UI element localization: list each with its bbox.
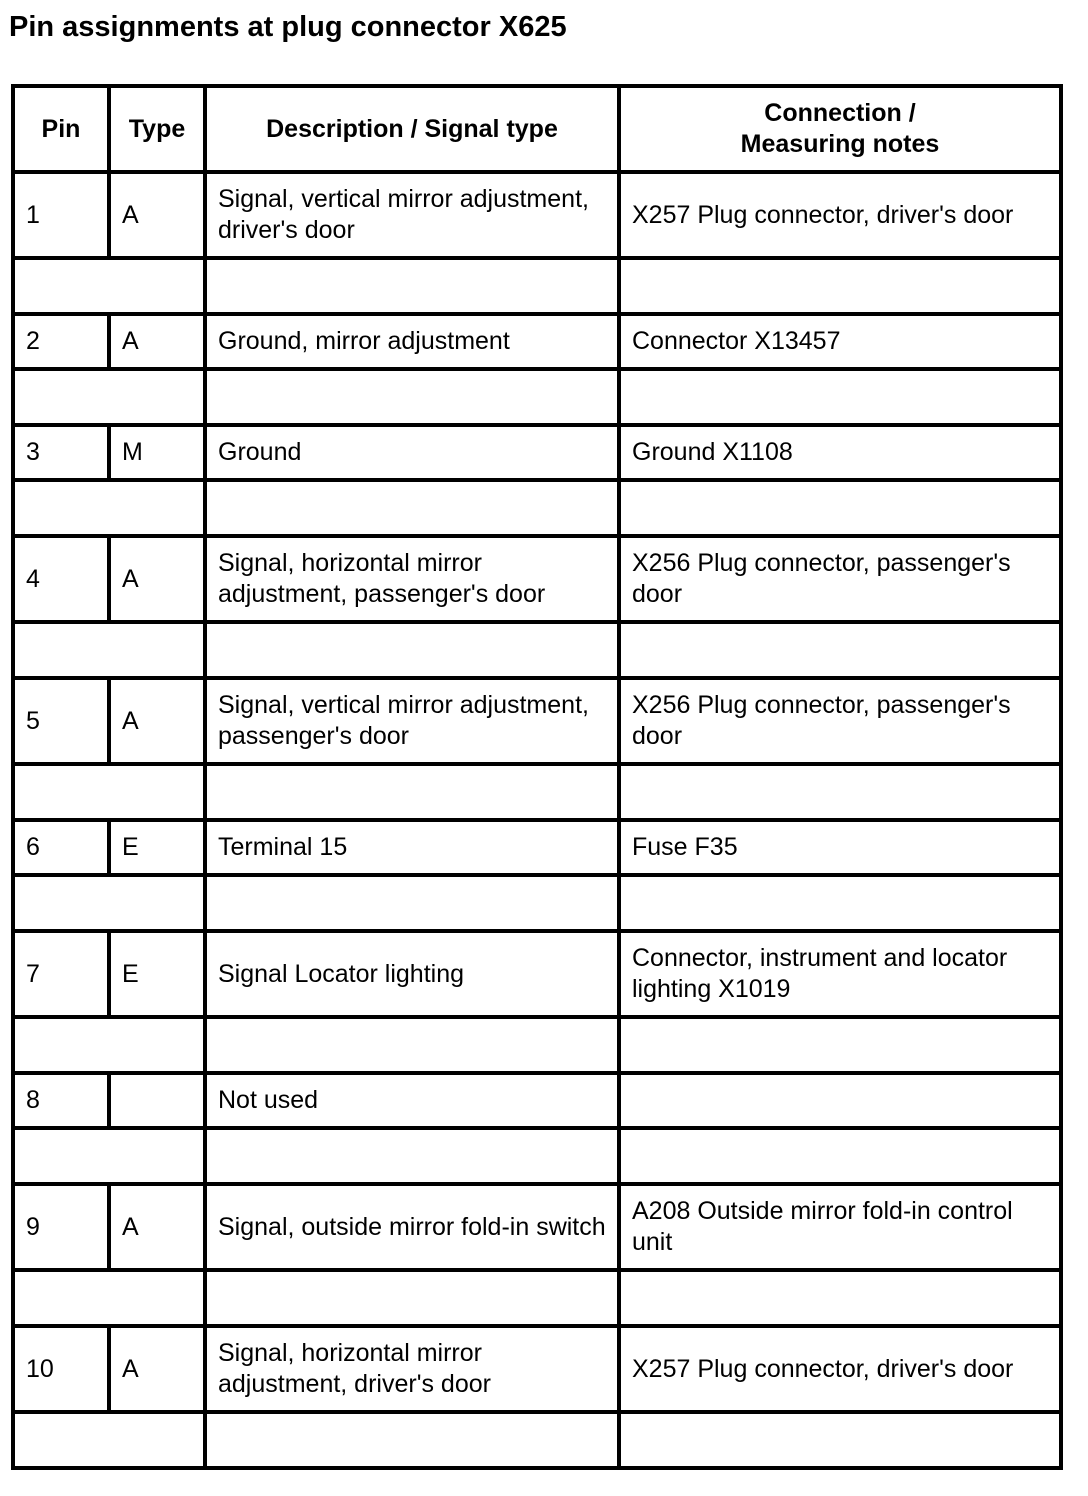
spacer-cell <box>619 1017 1061 1073</box>
spacer-cell <box>619 1412 1061 1468</box>
connection-cell: X257 Plug connector, driver's door <box>619 172 1061 258</box>
type-cell: A <box>109 172 205 258</box>
connection-cell: Connector X13457 <box>619 314 1061 369</box>
table-row <box>13 536 1061 622</box>
spacer-cell <box>13 1128 205 1184</box>
description-cell: Not used <box>205 1073 619 1128</box>
spacer-row <box>13 1270 1061 1326</box>
spacer-row <box>13 622 1061 678</box>
table-row <box>13 1184 1061 1270</box>
spacer-cell <box>205 258 619 314</box>
spacer-row <box>13 1412 1061 1468</box>
type-cell: A <box>109 536 205 622</box>
pin-cell: 8 <box>13 1073 109 1128</box>
header-pin: Pin <box>13 86 109 172</box>
spacer-cell <box>13 1412 205 1468</box>
description-cell: Signal, vertical mirror adjustment, driver's door <box>205 172 619 258</box>
spacer-cell <box>619 1270 1061 1326</box>
type-cell <box>109 1073 205 1128</box>
spacer-cell <box>619 258 1061 314</box>
spacer-row <box>13 369 1061 425</box>
description-cell: Signal Locator lighting <box>205 931 619 1017</box>
type-cell: A <box>109 314 205 369</box>
spacer-cell <box>205 1412 619 1468</box>
spacer-cell <box>13 369 205 425</box>
table-row <box>13 314 1061 369</box>
table-row <box>13 820 1061 875</box>
description-cell: Ground <box>205 425 619 480</box>
connection-cell: X257 Plug connector, driver's door <box>619 1326 1061 1412</box>
pin-cell: 5 <box>13 678 109 764</box>
spacer-cell <box>205 764 619 820</box>
spacer-row <box>13 1017 1061 1073</box>
connection-cell: Ground X1108 <box>619 425 1061 480</box>
spacer-cell <box>13 258 205 314</box>
header-connection-line2: Measuring notes <box>740 130 940 158</box>
spacer-cell <box>205 622 619 678</box>
spacer-cell <box>205 1017 619 1073</box>
type-cell: A <box>109 678 205 764</box>
header-connection <box>619 86 1061 172</box>
table-row <box>13 1326 1061 1412</box>
spacer-cell <box>13 1017 205 1073</box>
spacer-row <box>13 258 1061 314</box>
header-description: Description / Signal type <box>205 86 619 172</box>
pin-assignment-table <box>11 84 1063 1470</box>
spacer-cell <box>13 875 205 931</box>
spacer-cell <box>13 764 205 820</box>
spacer-row <box>13 764 1061 820</box>
pin-cell: 1 <box>13 172 109 258</box>
table-row <box>13 425 1061 480</box>
table-row <box>13 931 1061 1017</box>
pin-cell: 10 <box>13 1326 109 1412</box>
type-cell: A <box>109 1326 205 1412</box>
pin-cell: 6 <box>13 820 109 875</box>
pin-cell: 2 <box>13 314 109 369</box>
table-row <box>13 678 1061 764</box>
spacer-cell <box>619 480 1061 536</box>
pin-cell: 9 <box>13 1184 109 1270</box>
spacer-cell <box>13 480 205 536</box>
connection-cell: X256 Plug connector, passenger's door <box>619 678 1061 764</box>
pin-cell: 4 <box>13 536 109 622</box>
connection-cell: Fuse F35 <box>619 820 1061 875</box>
spacer-cell <box>13 1270 205 1326</box>
spacer-cell <box>619 622 1061 678</box>
table-header-row <box>13 86 1061 172</box>
connection-cell <box>619 1073 1061 1128</box>
type-cell: E <box>109 820 205 875</box>
type-cell: A <box>109 1184 205 1270</box>
pin-cell: 3 <box>13 425 109 480</box>
spacer-cell <box>205 1270 619 1326</box>
description-cell: Signal, horizontal mirror adjustment, driver's door <box>205 1326 619 1412</box>
description-cell: Ground, mirror adjustment <box>205 314 619 369</box>
spacer-cell <box>619 1128 1061 1184</box>
connection-cell: A208 Outside mirror fold-in control unit <box>619 1184 1061 1270</box>
page-title: Pin assignments at plug connector X625 <box>9 11 567 43</box>
pin-cell: 7 <box>13 931 109 1017</box>
header-type: Type <box>109 86 205 172</box>
type-cell: M <box>109 425 205 480</box>
description-cell: Signal, horizontal mirror adjustment, passenger's door <box>205 536 619 622</box>
spacer-row <box>13 875 1061 931</box>
spacer-cell <box>619 875 1061 931</box>
description-cell: Signal, vertical mirror adjustment, passenger's door <box>205 678 619 764</box>
description-cell: Terminal 15 <box>205 820 619 875</box>
table-row <box>13 172 1061 258</box>
spacer-cell <box>205 1128 619 1184</box>
spacer-cell <box>619 764 1061 820</box>
spacer-cell <box>205 875 619 931</box>
spacer-cell <box>205 480 619 536</box>
spacer-cell <box>205 369 619 425</box>
connection-cell: Connector, instrument and locator lighting X1019 <box>619 931 1061 1017</box>
spacer-cell <box>13 622 205 678</box>
spacer-row <box>13 480 1061 536</box>
description-cell: Signal, outside mirror fold-in switch <box>205 1184 619 1270</box>
table-row <box>13 1073 1061 1128</box>
connection-cell: X256 Plug connector, passenger's door <box>619 536 1061 622</box>
spacer-cell <box>619 369 1061 425</box>
type-cell: E <box>109 931 205 1017</box>
header-connection-line1: Connection / <box>764 99 916 127</box>
spacer-row <box>13 1128 1061 1184</box>
